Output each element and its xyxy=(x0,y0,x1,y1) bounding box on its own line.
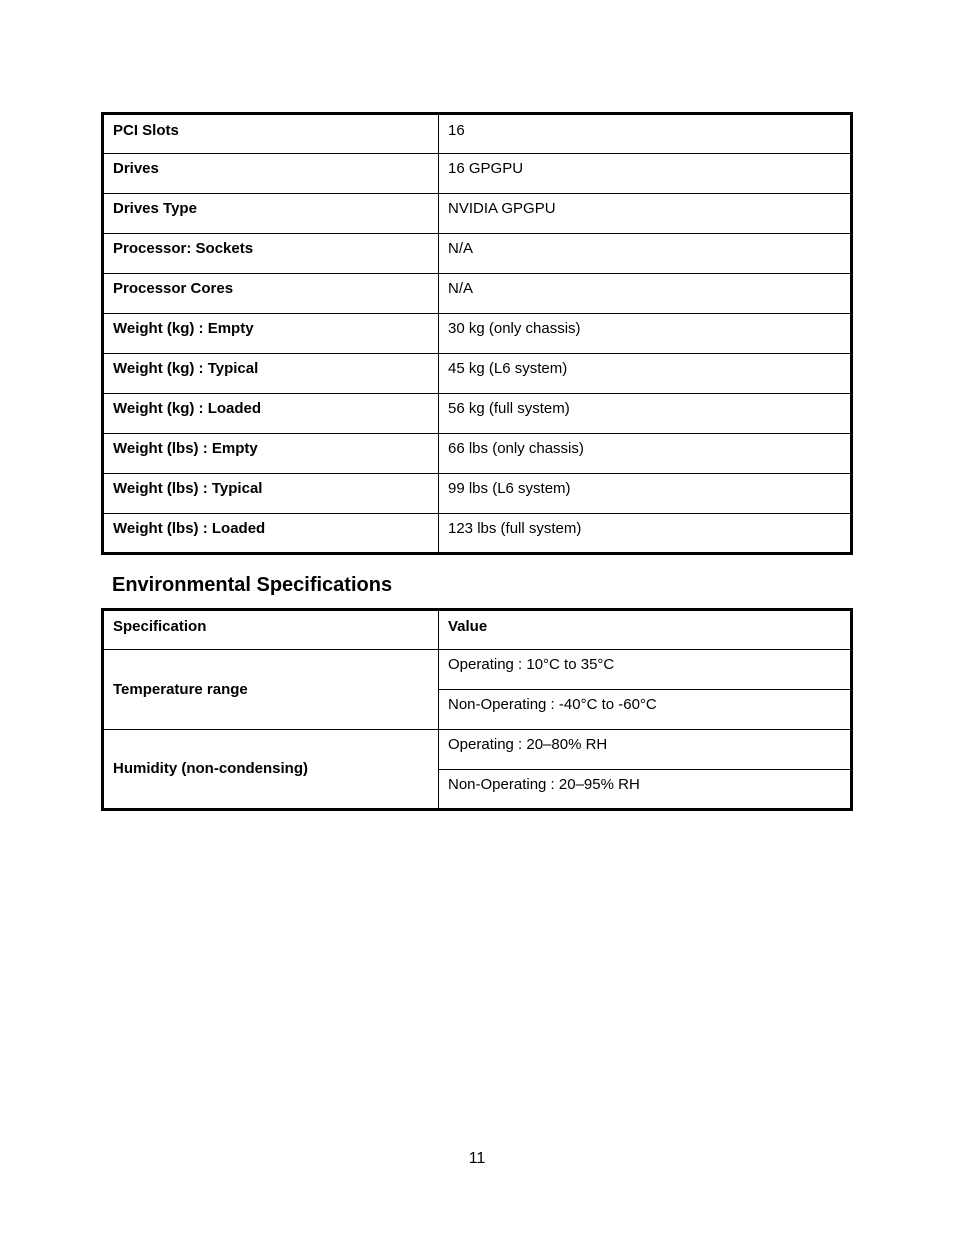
spec-value: 123 lbs (full system) xyxy=(439,514,852,554)
environmental-spec-table xyxy=(101,608,853,811)
hardware-spec-table xyxy=(101,112,853,555)
table-row xyxy=(103,114,852,154)
spec-value: Non-Operating : -40°C to -60°C xyxy=(439,690,852,730)
spec-value: Operating : 10°C to 35°C xyxy=(439,650,852,690)
table-row xyxy=(103,154,852,194)
spec-key: Drives xyxy=(103,154,439,194)
spec-key: Weight (lbs) : Empty xyxy=(103,434,439,474)
table-row xyxy=(103,234,852,274)
table-row xyxy=(103,730,852,770)
spec-value: N/A xyxy=(439,274,852,314)
table-header-row xyxy=(103,610,852,650)
table-row xyxy=(103,514,852,554)
spec-key: Processor Cores xyxy=(103,274,439,314)
section-title: Environmental Specifications xyxy=(112,574,393,596)
table-row xyxy=(103,354,852,394)
table-row xyxy=(103,650,852,690)
spec-key: Weight (lbs) : Typical xyxy=(103,474,439,514)
column-header-specification: Specification xyxy=(103,610,439,650)
table-row xyxy=(103,394,852,434)
table-row xyxy=(103,194,852,234)
spec-value: NVIDIA GPGPU xyxy=(439,194,852,234)
spec-value: Operating : 20–80% RH xyxy=(439,730,852,770)
spec-value: 99 lbs (L6 system) xyxy=(439,474,852,514)
spec-value: 16 xyxy=(439,114,852,154)
spec-value: Non-Operating : 20–95% RH xyxy=(439,770,852,810)
spec-key: Weight (kg) : Typical xyxy=(103,354,439,394)
spec-value: 45 kg (L6 system) xyxy=(439,354,852,394)
spec-key: Processor: Sockets xyxy=(103,234,439,274)
table-row xyxy=(103,434,852,474)
spec-key: Temperature range xyxy=(103,650,439,730)
spec-value: 16 GPGPU xyxy=(439,154,852,194)
column-header-value: Value xyxy=(439,610,852,650)
spec-key: Weight (lbs) : Loaded xyxy=(103,514,439,554)
spec-value: 56 kg (full system) xyxy=(439,394,852,434)
page-number: 11 xyxy=(468,1150,486,1167)
spec-value: 66 lbs (only chassis) xyxy=(439,434,852,474)
spec-key: Humidity (non-condensing) xyxy=(103,730,439,810)
spec-key: Weight (kg) : Empty xyxy=(103,314,439,354)
table-row xyxy=(103,474,852,514)
table-row xyxy=(103,314,852,354)
spec-key: Weight (kg) : Loaded xyxy=(103,394,439,434)
table-row xyxy=(103,274,852,314)
spec-value: 30 kg (only chassis) xyxy=(439,314,852,354)
spec-key: PCI Slots xyxy=(103,114,439,154)
spec-value: N/A xyxy=(439,234,852,274)
spec-key: Drives Type xyxy=(103,194,439,234)
